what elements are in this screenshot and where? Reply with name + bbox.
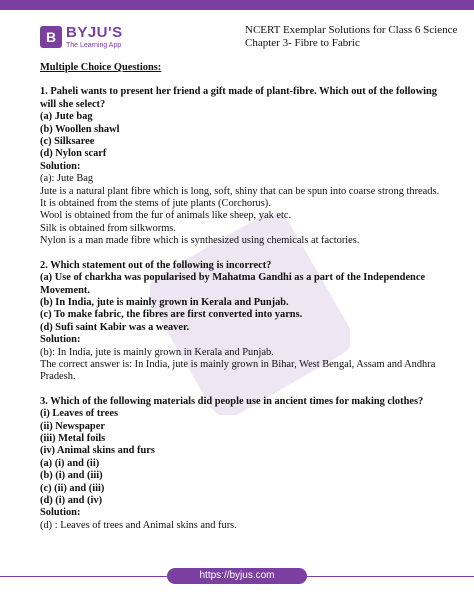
q1-option: (a) Jute bag — [40, 111, 93, 123]
q1-explanation: Silk is obtained from silkworms. — [40, 222, 176, 234]
q2-option: (b) In India, jute is mainly grown in Kerala and Punjab. — [40, 296, 289, 308]
q1-answer: (a): Jute Bag — [40, 173, 94, 185]
q1-option: (b) Woollen shawl — [40, 123, 120, 135]
q2-solution-label: Solution: — [40, 334, 81, 346]
header-title-line1: NCERT Exemplar Solutions for Class 6 Science — [245, 24, 458, 36]
q3-option: (d) (i) and (iv) — [40, 495, 103, 506]
header-title-line2: Chapter 3- Fibre to Fabric — [245, 37, 360, 49]
q3-option: (a) (i) and (ii) — [40, 457, 100, 469]
q3-option: (iv) Animal skins and furs — [40, 445, 155, 457]
q3-option: (b) (i) and (iii) — [40, 470, 103, 482]
footer-divider — [0, 576, 167, 577]
q1-question: 1. Paheli wants to present her friend a gift made of plant-fibre. Which out of the following will she select? — [40, 86, 437, 110]
q2-question: 2. Which statement out of the following is incorrect? — [40, 259, 272, 271]
document-body — [40, 62, 440, 532]
q2-answer: (b): In India, jute is mainly grown in Kerala and Punjab. — [40, 346, 274, 358]
q2-option: (c) To make fabric, the fibres are first converted into yarns. — [40, 309, 303, 321]
q1-option: (d) Nylon scarf — [40, 148, 107, 160]
q3-option: (ii) Newspaper — [40, 420, 105, 432]
section-heading: Multiple Choice Questions: — [40, 62, 162, 73]
byjus-logo[interactable] — [40, 25, 123, 49]
q3-solution-label: Solution: — [40, 507, 81, 519]
footer-url-link[interactable]: https://byjus.com — [167, 568, 307, 584]
top-brand-bar — [0, 0, 474, 10]
q3-option: (i) Leaves of trees — [40, 408, 118, 420]
logo-badge-icon: B — [40, 26, 62, 48]
q1-option: (c) Silksaree — [40, 136, 95, 148]
q1-explanation: Jute is a natural plant fibre which is long, soft, shiny that can be spun into coarse strong threads. It is obtained from the stems of jute plants (Corchorus). — [40, 185, 440, 210]
q1-explanation: Wool is obtained from the fur of animals like sheep, yak etc. — [40, 210, 292, 222]
q2-option: (d) Sufi saint Kabir was a weaver. — [40, 321, 190, 333]
footer-divider — [307, 576, 474, 577]
q2-option: (a) Use of charkha was popularised by Mahatma Gandhi as a part of the Independence Movement. — [40, 272, 426, 296]
document-header — [245, 24, 457, 50]
logo-tagline: The Learning App — [66, 42, 122, 49]
q3-option: (iii) Metal foils — [40, 432, 106, 444]
q2-explanation: The correct answer is: In India, jute is mainly grown in Bihar, West Bengal, Assam and Andhra Pradesh. — [40, 358, 436, 383]
logo-name: BYJU'S — [66, 24, 123, 41]
q1-solution-label: Solution: — [40, 160, 81, 172]
q1-explanation: Nylon is a man made fibre which is synthesized using chemicals at factories. — [40, 235, 360, 247]
q3-option: (c) (ii) and (iii) — [40, 482, 105, 494]
q3-answer: (d) : Leaves of trees and Animal skins and furs. — [40, 519, 237, 531]
q3-question: 3. Which of the following materials did people use in ancient times for making clothes? — [40, 395, 424, 407]
